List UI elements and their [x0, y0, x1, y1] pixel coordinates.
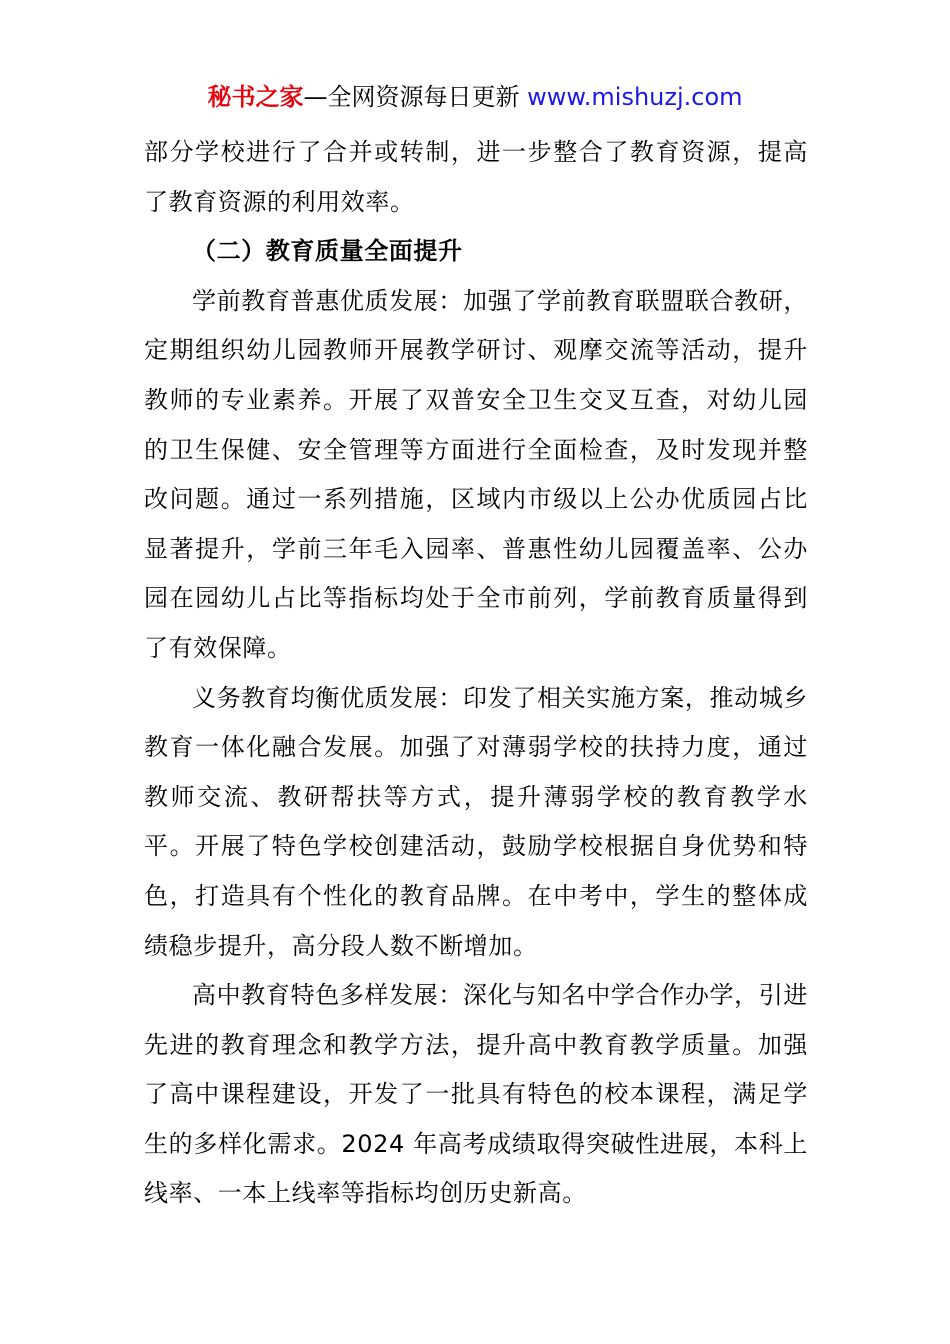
paragraph-highschool: 高中教育特色多样发展：深化与知名中学合作办学，引进先进的教育理念和教学方法，提升高中教育教学质量。加强了高中课程建设，开发了一批具有特色的校本课程，满足学生的多样化需求。2024 年高考成绩取得突破性进展，本科上线率、一本上线率等指标均创历史新高。 [144, 981, 808, 1208]
site-header [0, 80, 950, 114]
paragraph-preschool: 学前教育普惠优质发展：加强了学前教育联盟联合教研，定期组织幼儿园教师开展教学研讨、观摩交流等活动，提升教师的专业素养。开展了双普安全卫生交叉互查，对幼儿园的卫生保健、安全管理等方面进行全面检查，及时发现并整改问题。通过一系列措施，区域内市级以上公办优质园占比显著提升，学前三年毛入园率、普惠性幼儿园覆盖率、公办园在园幼儿占比等指标均处于全市前列，学前教育质量得到了有效保障。 [144, 286, 808, 662]
brand-name: 秘书之家 [207, 83, 304, 111]
paragraph-compulsory: 义务教育均衡优质发展：印发了相关实施方案，推动城乡教育一体化融合发展。加强了对薄弱学校的扶持力度，通过教师交流、教研帮扶等方式，提升薄弱学校的教育教学水平。开展了特色学校创建活动，鼓励学校根据自身优势和特色，打造具有个性化的教育品牌。在中考中，学生的整体成绩稳步提升，高分段人数不断增加。 [144, 683, 808, 960]
paragraph-continuation: 部分学校进行了合并或转制，进一步整合了教育资源，提高了教育资源的利用效率。 [144, 138, 808, 216]
header-tagline: —全网资源每日更新 [303, 83, 528, 111]
document-body [144, 128, 808, 1219]
site-url-link[interactable]: www.mishuzj.com [527, 83, 743, 111]
section-heading: （二）教育质量全面提升 [192, 237, 463, 266]
